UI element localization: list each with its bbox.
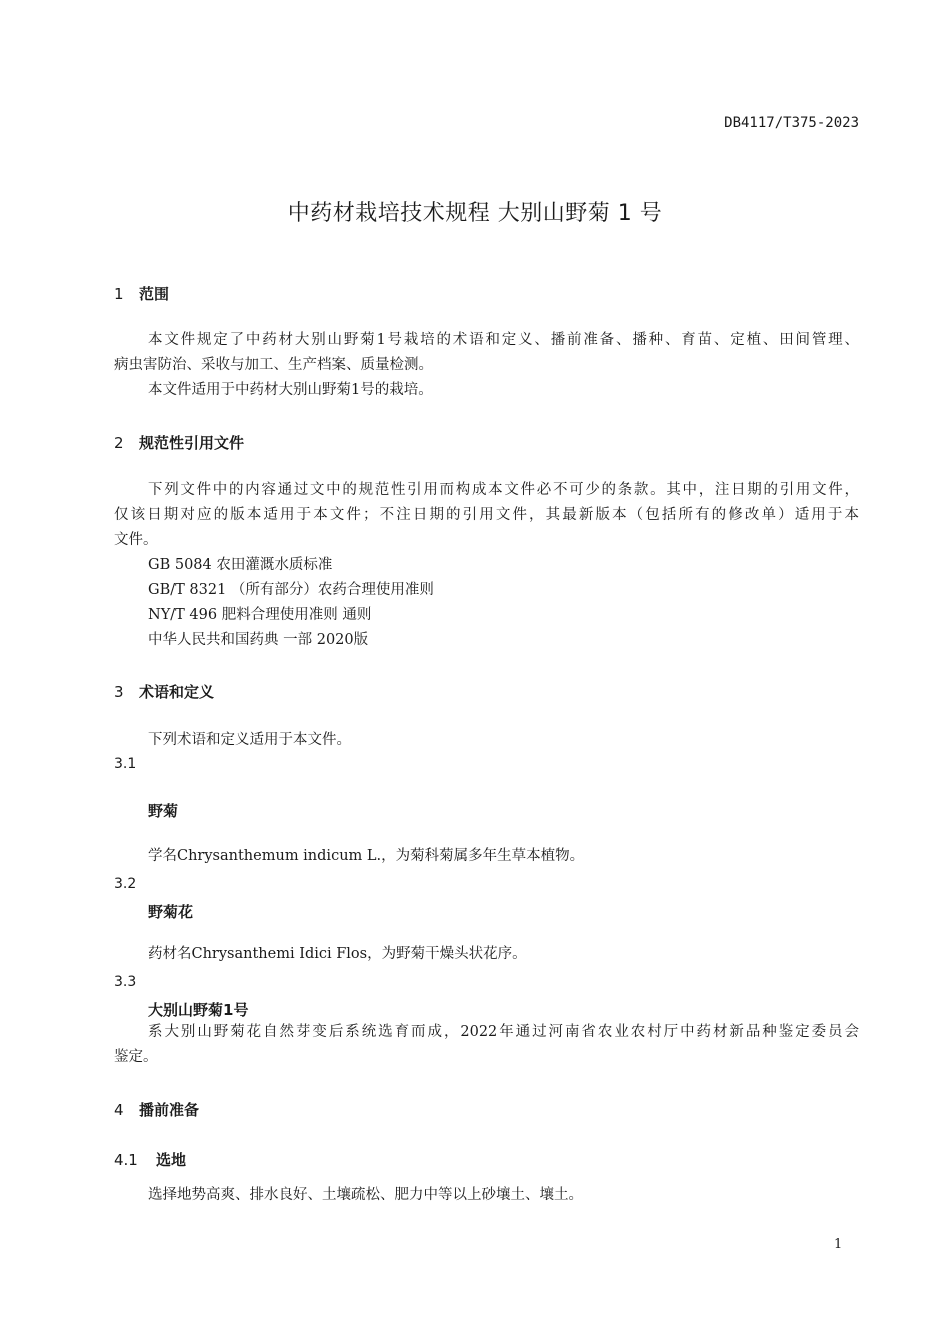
section-title: 播前准备: [139, 1101, 200, 1119]
paragraph: 选择地势高爽、排水良好、土壤疏松、肥力中等以上砂壤土、壤土。: [148, 1187, 583, 1203]
paragraph-line: 本文件规定了中药材大别山野菊1号栽培的术语和定义、播前准备、播种、育苗、定植、田间管理、: [148, 332, 859, 348]
page-number: 1: [834, 1237, 843, 1252]
paragraph-line: 鉴定。: [114, 1049, 158, 1065]
reference-item: GB/T 8321 （所有部分）农药合理使用准则: [148, 582, 434, 598]
section-number: 1: [114, 285, 124, 303]
paragraph-line: 病虫害防治、采收与加工、生产档案、质量检测。: [114, 357, 433, 373]
document-title: 中药材栽培技术规程 大别山野菊 1 号: [287, 201, 663, 226]
paragraph-line: 系大别山野菊花自然芽变后系统选育而成，2022年通过河南省农业农村厅中药材新品种鉴定委员会: [148, 1024, 859, 1040]
section-number: 3: [114, 683, 124, 701]
reference-item: GB 5084 农田灌溉水质标准: [148, 557, 333, 573]
reference-item: 中华人民共和国药典 一部 2020版: [148, 632, 369, 648]
term-number: 3.2: [114, 876, 137, 892]
term-title: 野菊花: [148, 903, 194, 921]
section-3-heading: [114, 681, 214, 702]
term-number: 3.3: [114, 974, 137, 990]
section-title: 范围: [139, 285, 170, 303]
section-title: 术语和定义: [139, 683, 215, 701]
subsection-title: 选地: [156, 1151, 187, 1169]
subsection-4-1-heading: [114, 1149, 186, 1170]
section-4-heading: [114, 1099, 199, 1120]
reference-item: NY/T 496 肥料合理使用准则 通则: [148, 607, 372, 623]
paragraph-line: 仅该日期对应的版本适用于本文件；不注日期的引用文件，其最新版本（包括所有的修改单）适用于本: [114, 507, 859, 523]
section-number: 2: [114, 434, 124, 452]
term-number: 3.1: [114, 756, 137, 772]
term-definition: 药材名Chrysanthemi Idici Flos，为野菊干燥头状花序。: [148, 946, 527, 962]
paragraph-line: 文件。: [114, 532, 158, 548]
term-title: 野菊: [148, 802, 179, 820]
term-title: 大别山野菊1号: [148, 1001, 249, 1019]
section-title: 规范性引用文件: [139, 434, 245, 452]
document-code: DB4117/T375-2023: [724, 115, 859, 131]
paragraph-line: 下列文件中的内容通过文中的规范性引用而构成本文件必不可少的条款。其中，注日期的引用文件，: [148, 482, 859, 498]
term-definition: 学名Chrysanthemum indicum L.，为菊科菊属多年生草本植物。: [148, 848, 585, 864]
subsection-number: 4.1: [114, 1151, 138, 1169]
section-number: 4: [114, 1101, 124, 1119]
paragraph: 本文件适用于中药材大别山野菊1号的栽培。: [148, 382, 433, 398]
section-1-heading: [114, 283, 169, 304]
paragraph: 下列术语和定义适用于本文件。: [148, 732, 351, 748]
section-2-heading: [114, 432, 244, 453]
